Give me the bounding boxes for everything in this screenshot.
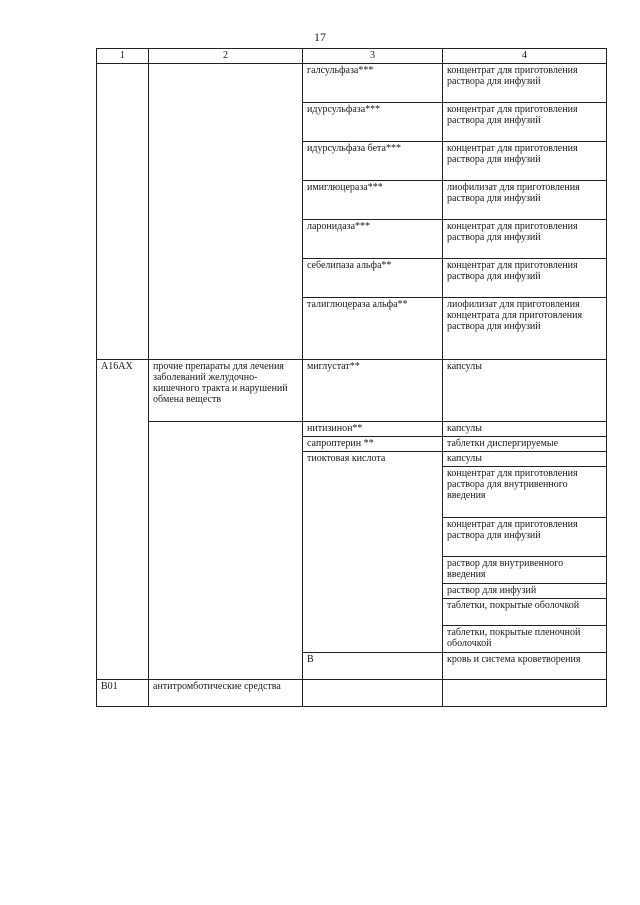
code-cell: A16AX	[97, 360, 149, 422]
header-cell-1: 1	[97, 49, 149, 64]
table-header-row	[97, 49, 607, 64]
drug-name-cell: ларонидаза***	[303, 220, 443, 259]
table-row	[97, 64, 607, 103]
dosage-form-cell: концентрат для приготовления раствора для инфузий	[443, 259, 607, 298]
drug-name-cell: нитизинон**	[303, 422, 443, 437]
drug-name-cell: идурсульфаза бета***	[303, 142, 443, 181]
dosage-form-cell: концентрат для приготовления раствора для внутривенного введения	[443, 467, 607, 518]
dosage-form-cell: таблетки диспергируемые	[443, 437, 607, 452]
drug-table	[96, 48, 607, 707]
dosage-form-cell: таблетки, покрытые пленочной оболочкой	[443, 626, 607, 653]
dosage-form-cell: таблетки, покрытые оболочкой	[443, 599, 607, 626]
drug-name-cell: сапроптерин **	[303, 437, 443, 452]
group-cell-empty	[149, 422, 303, 680]
drug-name-cell: миглустат**	[303, 360, 443, 422]
dosage-form-cell: капсулы	[443, 360, 607, 422]
dosage-form-cell: концентрат для приготовления раствора для инфузий	[443, 220, 607, 259]
group-cell: антитромботические средства	[149, 680, 303, 707]
drug-name-cell: идурсульфаза***	[303, 103, 443, 142]
drug-name-cell: тиоктовая кислота	[303, 452, 443, 653]
code-cell: B	[303, 653, 443, 680]
drug-name-cell: имиглюцераза***	[303, 181, 443, 220]
header-cell-2: 2	[149, 49, 303, 64]
header-cell-3: 3	[303, 49, 443, 64]
table-row	[97, 680, 607, 707]
dosage-form-cell: раствор для внутривенного введения	[443, 557, 607, 584]
drug-name-cell: талиглюцераза альфа**	[303, 298, 443, 360]
dosage-form-cell: лиофилизат для приготовления концентрата для приготовления раствора для инфузий	[443, 298, 607, 360]
group-cell: прочие препараты для лечения заболеваний желудочно-кишечного тракта и нарушений обмена веществ	[149, 360, 303, 422]
dosage-form-cell: концентрат для приготовления раствора для инфузий	[443, 142, 607, 181]
dosage-form-cell: лиофилизат для приготовления раствора для инфузий	[443, 181, 607, 220]
dosage-form-cell: капсулы	[443, 422, 607, 437]
drug-name-cell: себелипаза альфа**	[303, 259, 443, 298]
group-cell: кровь и система кроветворения	[443, 653, 607, 680]
drug-name-cell: галсульфаза***	[303, 64, 443, 103]
group-cell-empty	[149, 64, 303, 360]
table-row	[97, 360, 607, 422]
dosage-form-cell	[443, 680, 607, 707]
dosage-form-cell: капсулы	[443, 452, 607, 467]
dosage-form-cell: концентрат для приготовления раствора для инфузий	[443, 64, 607, 103]
header-cell-4: 4	[443, 49, 607, 64]
dosage-form-cell: концентрат для приготовления раствора для инфузий	[443, 103, 607, 142]
page-number: 17	[314, 30, 326, 44]
code-cell-empty	[97, 64, 149, 360]
drug-name-cell	[303, 680, 443, 707]
dosage-form-cell: раствор для инфузий	[443, 584, 607, 599]
dosage-form-cell: концентрат для приготовления раствора для инфузий	[443, 518, 607, 557]
code-cell: B01	[97, 680, 149, 707]
table-row	[97, 422, 607, 437]
code-cell-empty	[97, 422, 149, 680]
